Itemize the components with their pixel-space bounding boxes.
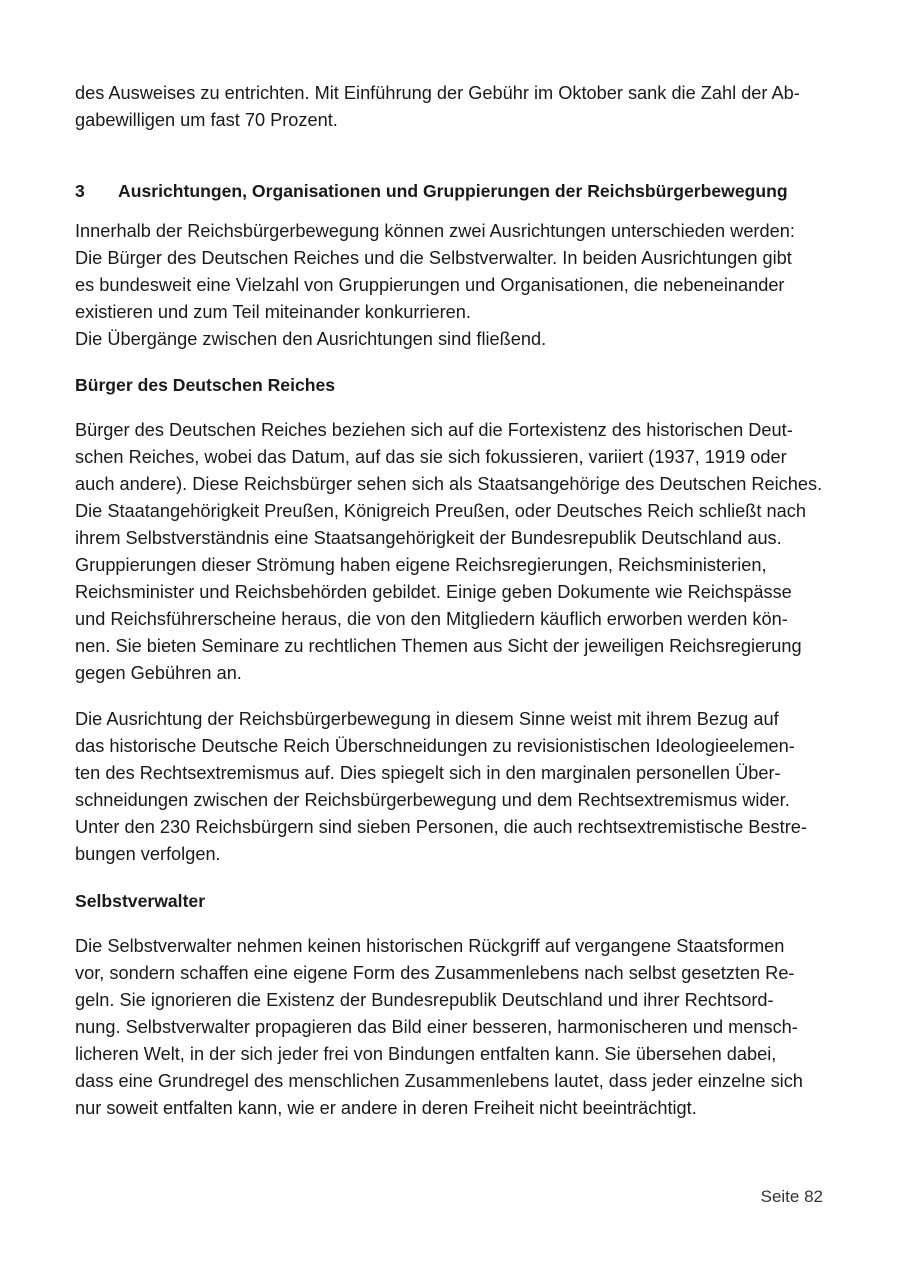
text-line: licheren Welt, in der sich jeder frei von Bindungen entfalten kann. Sie übersehen dabei, [75, 1044, 777, 1064]
section-number: 3 [75, 181, 85, 201]
text-line: schen Reiches, wobei das Datum, auf das sie sich fokussieren, variiert (1937, 1919 oder [75, 447, 787, 467]
text-line: es bundesweit eine Vielzahl von Gruppierungen und Organisationen, die nebeneinander [75, 275, 785, 295]
text-line: dass eine Grundregel des menschlichen Zusammenlebens lautet, dass jeder einzelne sich [75, 1071, 803, 1091]
text-line: Die Bürger des Deutschen Reiches und die Selbstverwalter. In beiden Ausrichtungen gibt [75, 248, 792, 268]
section-heading [75, 178, 788, 205]
text-line: Gruppierungen dieser Strömung haben eigene Reichsregierungen, Reichsministerien, [75, 555, 767, 575]
text-line: ihrem Selbstverständnis eine Staatsangehörigkeit der Bundesrepublik Deutschland aus. [75, 528, 782, 548]
text-line: schneidungen zwischen der Reichsbürgerbewegung und dem Rechtsextremismus wider. [75, 790, 790, 810]
text-line: Reichsminister und Reichsbehörden gebildet. Einige geben Dokumente wie Reichspässe [75, 582, 792, 602]
text-line: gegen Gebühren an. [75, 663, 242, 683]
text-line: auch andere). Diese Reichsbürger sehen sich als Staatsangehörige des Deutschen Reiches. [75, 474, 823, 494]
section-title: Ausrichtungen, Organisationen und Gruppierungen der Reichsbürgerbewegung [118, 181, 788, 201]
text-line: bungen verfolgen. [75, 844, 221, 864]
text-line: vor, sondern schaffen eine eigene Form des Zusammenlebens nach selbst gesetzten Re- [75, 963, 795, 983]
text-line: Bürger des Deutschen Reiches beziehen sich auf die Fortexistenz des historischen Deut- [75, 420, 793, 440]
text-line: geln. Sie ignorieren die Existenz der Bundesrepublik Deutschland und ihrer Rechtsord- [75, 990, 774, 1010]
text-line: nung. Selbstverwalter propagieren das Bild einer besseren, harmonischeren und mensch- [75, 1017, 798, 1037]
text-line: existieren und zum Teil miteinander konkurrieren. [75, 302, 471, 322]
page-number: Seite 82 [760, 1187, 823, 1206]
text-line: ten des Rechtsextremismus auf. Dies spiegelt sich in den marginalen personellen Über- [75, 763, 781, 783]
text-line: des Ausweises zu entrichten. Mit Einführung der Gebühr im Oktober sank die Zahl der Ab- [75, 83, 800, 103]
text-line: Die Ausrichtung der Reichsbürgerbewegung in diesem Sinne weist mit ihrem Bezug auf [75, 709, 779, 729]
text-line: Die Übergänge zwischen den Ausrichtungen sind fließend. [75, 329, 547, 349]
text-line: und Reichsführerscheine heraus, die von den Mitgliedern käuflich erworben werden kön- [75, 609, 788, 629]
text-line: Die Selbstverwalter nehmen keinen historischen Rückgriff auf vergangene Staatsformen [75, 936, 785, 956]
text-line: Innerhalb der Reichsbürgerbewegung können zwei Ausrichtungen unterschieden werden: [75, 221, 795, 241]
text-line: nur soweit entfalten kann, wie er andere in deren Freiheit nicht beeinträchtigt. [75, 1098, 697, 1118]
subheading-selbstverwalter: Selbstverwalter [75, 891, 206, 911]
text-line: nen. Sie bieten Seminare zu rechtlichen Themen aus Sicht der jeweiligen Reichsregierung [75, 636, 802, 656]
text-line: Unter den 230 Reichsbürgern sind sieben Personen, die auch rechtsextremistische Bestre- [75, 817, 807, 837]
text-line: gabewilligen um fast 70 Prozent. [75, 110, 338, 130]
subheading-buerger: Bürger des Deutschen Reiches [75, 375, 336, 395]
text-line: das historische Deutsche Reich Überschneidungen zu revisionistischen Ideologieelemen- [75, 736, 795, 756]
text-line: Die Staatangehörigkeit Preußen, Königreich Preußen, oder Deutsches Reich schließt nach [75, 501, 806, 521]
